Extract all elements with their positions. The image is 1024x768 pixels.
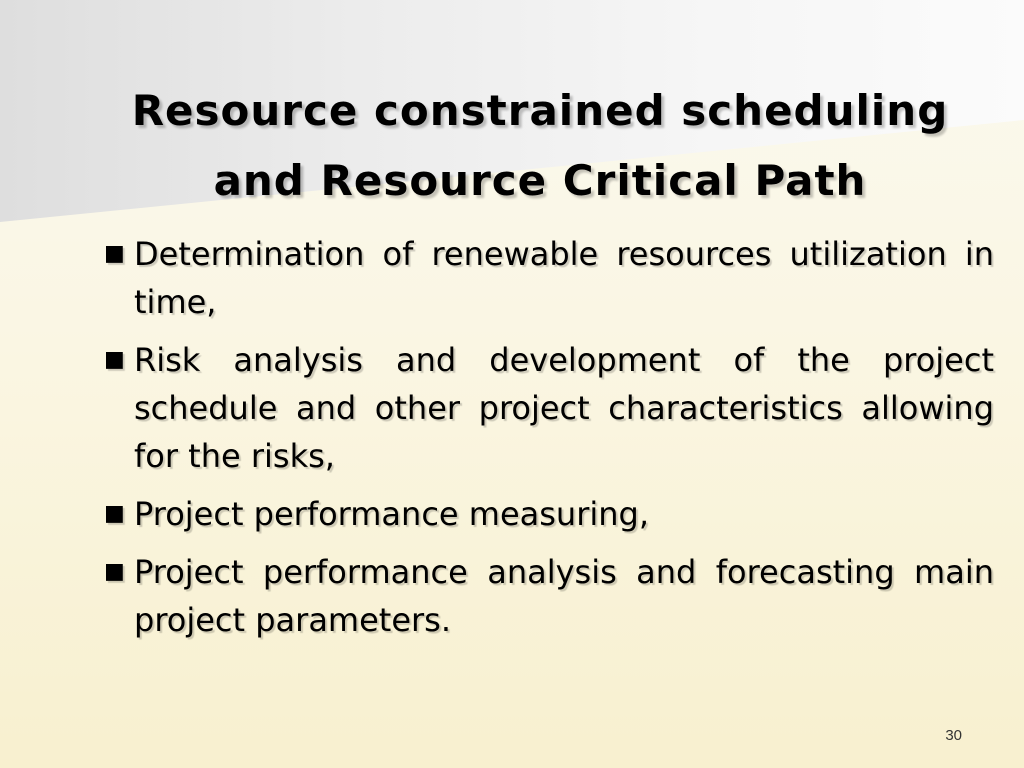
bullet-text: Project performance measuring,: [134, 495, 649, 533]
bullet-text: Project performance analysis and forecasting main project parameters.: [134, 553, 994, 639]
bullet-item: [104, 230, 994, 326]
bullet-text: Risk analysis and development of the project schedule and other project characteristics allowing for the risks,: [134, 341, 994, 475]
bullet-list: [104, 230, 994, 654]
square-bullet-icon: ■: [104, 559, 125, 584]
bullet-item: [104, 548, 994, 644]
slide-title-line-1: Resource constrained scheduling: [131, 86, 949, 135]
square-bullet-icon: ■: [104, 241, 125, 266]
bullet-item: [104, 490, 994, 538]
slide-title: [60, 76, 1020, 216]
square-bullet-icon: ■: [104, 347, 125, 372]
square-bullet-icon: ■: [104, 501, 125, 526]
slide-title-line-2: and Resource Critical Path: [213, 156, 867, 205]
slide-number: 30: [945, 727, 962, 744]
bullet-item: [104, 336, 994, 480]
bullet-text: Determination of renewable resources utilization in time,: [134, 235, 994, 321]
